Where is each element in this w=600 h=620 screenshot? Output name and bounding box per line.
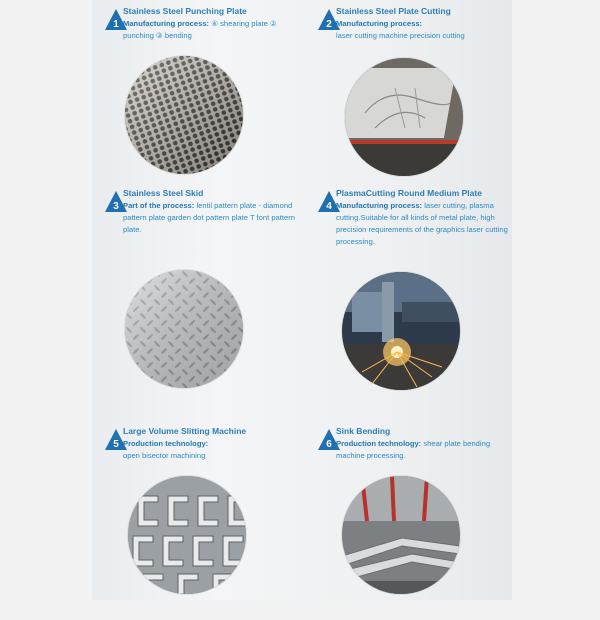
process-card-punching-plate (92, 0, 302, 200)
process-card-plasma-cutting (305, 182, 515, 382)
svg-text:3: 3 (113, 201, 119, 212)
card-description (123, 438, 298, 462)
card-title: Stainless Steel Plate Cutting (336, 6, 451, 16)
card-description (336, 18, 516, 42)
bent-profiles-photo (342, 476, 460, 594)
card-description (123, 200, 298, 236)
process-text: laser cutting machine precision cutting (336, 31, 465, 40)
process-label: Part of the process: (123, 201, 195, 210)
process-card-plate-cutting (305, 0, 515, 200)
svg-text:4: 4 (326, 201, 332, 212)
svg-text:1: 1 (113, 19, 119, 30)
process-label: Production technology: (336, 439, 422, 448)
card-title: Stainless Steel Punching Plate (123, 6, 247, 16)
card-description (123, 18, 283, 42)
svg-text:6: 6 (326, 439, 332, 450)
svg-text:2: 2 (326, 19, 332, 30)
process-card-slitting-machine (92, 420, 302, 620)
process-text: laser cutting, plasma cutting.Suitable for all kinds of metal plate, high precision requirements of the graphics laser cutting processing. (336, 201, 508, 246)
card-title: PlasmaCutting Round Medium Plate (336, 188, 482, 198)
diamond-plate-photo (125, 270, 243, 388)
process-label: Manufacturing process: (123, 19, 210, 28)
laser-cutting-photo (345, 58, 463, 176)
card-title: Large Volume Slitting Machine (123, 426, 247, 436)
card-description (336, 200, 508, 248)
process-card-sink-bending (305, 420, 515, 620)
svg-text:5: 5 (113, 439, 119, 450)
card-title: Stainless Steel Skid (123, 188, 204, 198)
steel-channels-photo (128, 476, 246, 594)
card-description (336, 438, 508, 462)
product-process-sheet (92, 0, 512, 600)
process-card-skid-plate (92, 182, 302, 382)
process-text: ④ shearing plate ② punching ③ bending (123, 19, 277, 40)
punched-plate-photo (125, 56, 243, 174)
process-text: shear plate bending machine processing. (336, 439, 491, 460)
process-label: Manufacturing process: (336, 201, 423, 210)
process-label: Production technology: (123, 439, 209, 448)
process-label: Manufacturing process: (336, 19, 423, 28)
process-text: open bisector machining (123, 451, 206, 460)
card-title: Sink Bending (336, 426, 391, 436)
plasma-cutting-photo (342, 272, 460, 390)
process-text: lentil pattern plate - diamond pattern plate garden dot pattern plate T font pattern plate. (123, 201, 295, 234)
